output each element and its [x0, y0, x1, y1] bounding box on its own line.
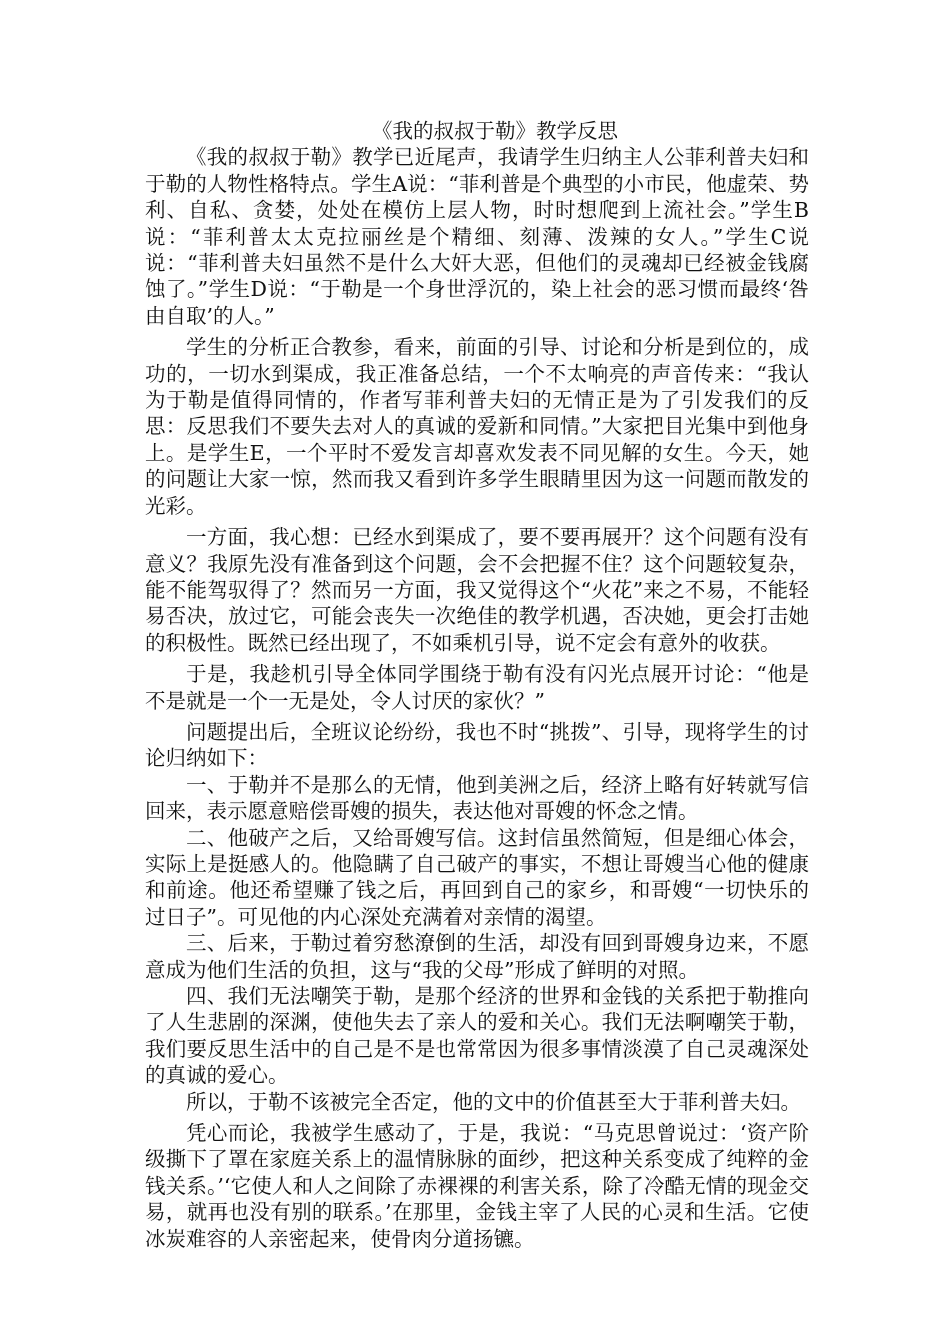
paragraph-point-two: 二、他破产之后，又给哥嫂写信。这封信虽然简短，但是细心体会，实际上是挺感人的。他隐瞒了自己破产的事实，不想让哥嫂当心他的健康和前途。他还希望赚了钱之后，再回到自己的家乡，和哥嫂“一切快乐的过日子”。可见他的内心深处充满着对亲情的渴望。: [145, 825, 809, 929]
paragraph-marx-quote: 凭心而论，我被学生感动了，于是，我说：“马克思曾说过：‘资产阶级撕下了罩在家庭关系上的温情脉脉的面纱，把这种关系变成了纯粹的金钱关系。’‘它使人和人之间除了赤裸裸的利害关系，除了冷酷无情的现金交易，就再也没有别的联系。’在那里，金钱主宰了人民的心灵和生活。它使冰炭难容的人亲密起来，使骨肉分道扬镳。: [145, 1121, 809, 1251]
paragraph-point-three: 三、后来，于勒过着穷愁潦倒的生活，却没有回到哥嫂身边来，不愿意成为他们生活的负担，这与“我的父母”形成了鲜明的对照。: [145, 931, 809, 982]
paragraph-discussion-prompt: 于是，我趁机引导全体同学围绕于勒有没有闪光点展开讨论：“他是不是就是一个一无是处，令人讨厌的家伙？”: [145, 662, 809, 713]
paragraph-student-e-question: 学生的分析正合教参，看来，前面的引导、讨论和分析是到位的，成功的，一切水到渠成，我正准备总结，一个不太响亮的声音传来：“我认为于勒是值得同情的，作者写菲利普夫妇的无情正是为了引发我们的反思：反思我们不要失去对人的真诚的爱新和同情。”大家把目光集中到他身上。是学生E，一个平时不爱发言却喜欢发表不同见解的女生。今天，她的问题让大家一惊，然而我又看到许多学生眼睛里因为这一问题而散发的光彩。: [145, 335, 809, 518]
document-title: 《我的叔叔于勒》教学反思: [372, 119, 618, 143]
paragraph-student-summary: 《我的叔叔于勒》教学已近尾声，我请学生归纳主人公菲利普夫妇和于勒的人物性格特点。学生A说：“菲利普是个典型的小市民，他虚荣、势利、自私、贪婪，处处在模仿上层人物，时时想爬到上流社会。”学生B说：“菲利普太太克拉丽丝是个精细、刻薄、泼辣的女人。”学生C说说：“菲利普夫妇虽然不是什么大奸大恶，但他们的灵魂却已经被金钱腐蚀了。”学生D说：“于勒是一个身世浮沉的，染上社会的恶习惯而最终‘咎由自取’的人。”: [145, 145, 809, 328]
paragraph-conclusion: 所以，于勒不该被完全否定，他的文中的价值甚至大于菲利普夫妇。: [186, 1089, 801, 1114]
paragraph-teacher-reflection: 一方面，我心想：已经水到渠成了，要不要再展开？这个问题有没有意义？我原先没有准备到这个问题，会不会把握不住？这个问题较复杂，能不能驾驭得了？然而另一方面，我又觉得这个“火花”来之不易，不能轻易否决，放过它，可能会丧失一次绝佳的教学机遇，否决她，更会打击她的积极性。既然已经出现了，不如乘机引导，说不定会有意外的收获。: [145, 525, 809, 655]
paragraph-point-one: 一、于勒并不是那么的无情，他到美洲之后，经济上略有好转就写信回来，表示愿意赔偿哥嫂的损失，表达他对哥嫂的怀念之情。: [145, 772, 809, 824]
paragraph-discussion-summary: 问题提出后，全班议论纷纷，我也不时“挑拨”、引导，现将学生的讨论归纳如下：: [145, 719, 809, 771]
document-body: [145, 118, 809, 1252]
paragraph-point-four: 四、我们无法嘲笑于勒，是那个经济的世界和金钱的关系把于勒推向了人生悲剧的深渊，使他失去了亲人的爱和关心。我们无法啊嘲笑于勒，我们要反思生活中的自己是不是也常常因为很多事情淡漠了自己灵魂深处的真诚的爱心。: [145, 984, 809, 1088]
